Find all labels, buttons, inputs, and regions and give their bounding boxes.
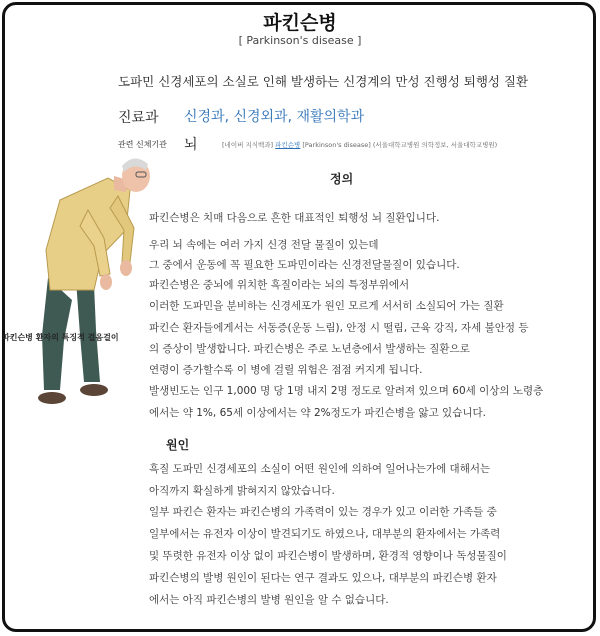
elderly-man-illustration [30,150,150,415]
definition-heading: 정의 [330,172,354,186]
department-value[interactable]: 신경과, 신경외과, 재활의학과 [184,109,365,125]
definition-line: 이러한 도파민을 분비하는 신경세포가 원인 모르게 서서히 소실되어 가는 질환 [149,300,504,312]
cause-line: 파킨슨병의 발병 원인이 된다는 연구 결과도 있으나, 대부분의 파킨슨병 환자 [149,572,497,584]
cause-line: 및 뚜렷한 유전자 이상 없이 파킨슨병이 발생하며, 환경적 영향이나 독성물질이 [149,550,507,562]
definition-line: 파킨슨 환자들에게서는 서동증(운동 느림), 안정 시 떨림, 근육 강직, 자세 불안정 등 [149,322,529,334]
source-citation [222,140,497,149]
page-title: 파킨슨병 [263,12,337,34]
cause-line: 흑질 도파민 신경세포의 소실이 어떤 원인에 의하여 일어나는가에 대해서는 [149,463,491,475]
department-label: 진료과 [118,110,159,126]
definition-line: 연령이 증가할수록 이 병에 걸릴 위험은 점점 커지게 됩니다. [149,364,423,376]
definition-line: 그 중에서 운동에 꼭 필요한 도파민이라는 신경전달물질이 있습니다. [149,259,460,271]
figure-caption: 파킨슨병 환자의 특징적 걸음걸이 [2,333,119,342]
definition-line: 파킨슨병은 중뇌에 위치한 흑질이라는 뇌의 특정부위에서 [149,279,410,291]
source-prefix: [네이버 지식백과] [222,141,274,149]
definition-line: 파킨슨병은 치매 다음으로 흔한 대표적인 퇴행성 뇌 질환입니다. [149,212,440,224]
cause-line: 아직까지 확실하게 밝혀지지 않았습니다. [149,485,335,497]
definition-line: 에서는 약 1%, 65세 이상에서는 약 2%정도가 파킨슨병을 앓고 있습니다. [149,407,486,419]
cause-line: 에서는 아직 파킨슨병의 발병 원인을 알 수 없습니다. [149,594,389,606]
cause-line: 일부 파킨슨 환자는 파킨슨병의 가족력이 있는 경우가 있고 이러한 가족들 중 [149,506,497,518]
definition-line: 발생빈도는 인구 1,000 명 당 1명 내지 2명 정도로 알려져 있으며 60세 이상의 노령층 [149,385,544,397]
cause-line: 일부에서는 유전자 이상이 발견되기도 하였으나, 대부분의 환자에서는 가족력 [149,528,501,540]
cause-heading: 원인 [166,438,190,452]
organ-label: 관련 신체기관 [118,140,167,149]
source-link[interactable]: 파킨슨병 [275,141,301,149]
source-rest: [Parkinson's disease] (서울대학교병원 의학정보, 서울대학교병원) [302,141,498,149]
summary-text: 도파민 신경세포의 소실로 인해 발생하는 신경계의 만성 진행성 퇴행성 질환 [118,74,529,89]
definition-line: 우리 뇌 속에는 여러 가지 신경 전달 물질이 있는데 [149,239,379,251]
organ-value: 뇌 [184,137,198,153]
definition-line: 의 증상이 발생합니다. 파킨슨병은 주로 노년층에서 발생하는 질환으로 [149,343,470,355]
page-subtitle: [ Parkinson's disease ] [238,34,362,47]
